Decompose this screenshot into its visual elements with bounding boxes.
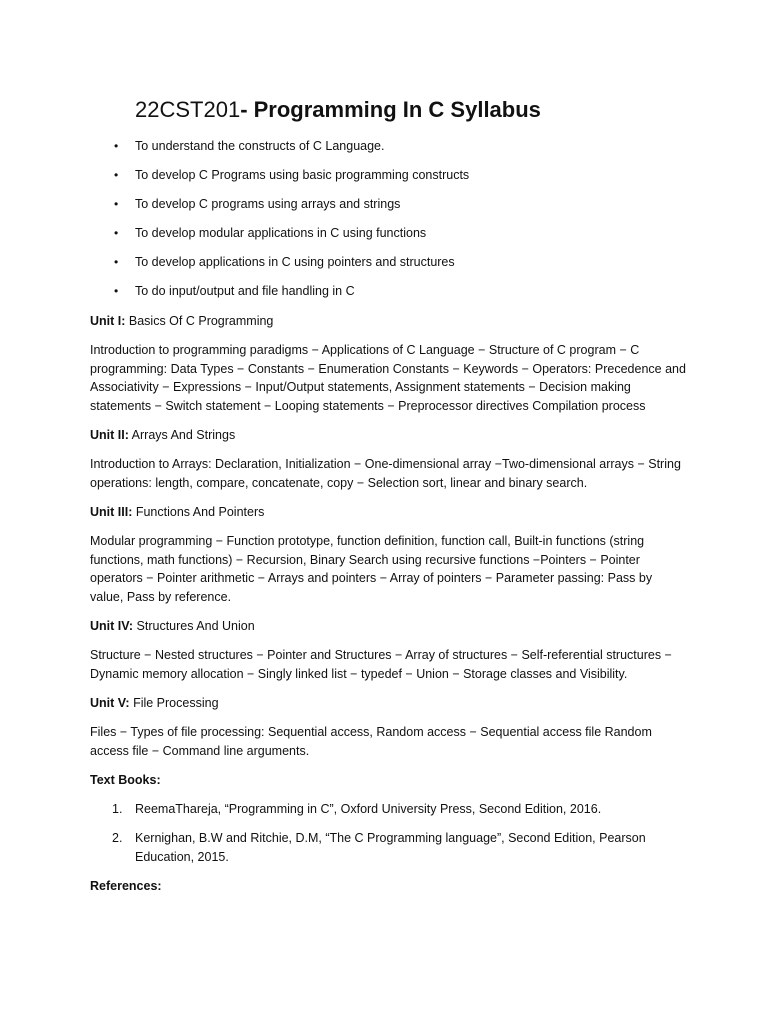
unit-1-heading xyxy=(90,312,686,331)
item-number: 1. xyxy=(112,802,123,816)
unit-4-heading xyxy=(90,617,686,636)
unit-label: Unit I: xyxy=(90,314,126,328)
unit-name: Arrays And Strings xyxy=(128,428,236,442)
objective-text: To develop modular applications in C using functions xyxy=(135,226,427,240)
page-title xyxy=(135,96,541,124)
unit-name: Structures And Union xyxy=(133,619,255,633)
book-text: ReemaThareja, “Programming in C”, Oxford University Press, Second Edition, 2016. xyxy=(135,802,602,816)
bullet-icon: • xyxy=(114,139,119,153)
unit-2-content: Introduction to Arrays: Declaration, Initialization − One-dimensional array −Two-dimensional arrays − String operations: length, compare, concatenate, copy − Selection sort, linear and binary search. xyxy=(90,457,681,490)
unit-name: Basics Of C Programming xyxy=(125,314,274,328)
bullet-icon: • xyxy=(114,284,119,298)
unit-name: File Processing xyxy=(129,696,219,710)
bullet-icon: • xyxy=(114,168,119,182)
unit-4-content: Structure − Nested structures − Pointer and Structures − Array of structures − Self-referential structures − Dynamic memory allocation − Singly linked list − typedef − Union − Storage classes and Visibility. xyxy=(90,648,672,681)
list-item xyxy=(90,252,690,281)
unit-3-heading xyxy=(90,503,686,522)
unit-label: Unit II: xyxy=(90,428,129,442)
list-item xyxy=(90,165,690,194)
unit-label: Unit V: xyxy=(90,696,130,710)
unit-name: Functions And Pointers xyxy=(132,505,265,519)
unit-3-content: Modular programming − Function prototype, function definition, function call, Built-in functions (string functions, math functions) − Recursion, Binary Search using recursive functions −Pointers − Pointer operators − Pointer arithmetic − Arrays and pointers − Array of pointers − Parameter passing: Pass by value, Pass by reference. xyxy=(90,534,653,604)
objective-text: To develop C Programs using basic programming constructs xyxy=(135,168,470,182)
list-item xyxy=(90,281,690,310)
course-name: - Programming In C Syllabus xyxy=(240,97,541,122)
bullet-icon: • xyxy=(114,255,119,269)
book-text: Kernighan, B.W and Ritchie, D.M, “The C Programming language”, Second Edition, Pearson Education, 2015. xyxy=(135,831,646,864)
list-item xyxy=(90,223,690,252)
objective-text: To develop C programs using arrays and strings xyxy=(135,197,401,211)
unit-label: Unit III: xyxy=(90,505,133,519)
list-item xyxy=(90,136,690,165)
bullet-icon: • xyxy=(114,197,119,211)
objective-text: To develop applications in C using pointers and structures xyxy=(135,255,455,269)
item-number: 2. xyxy=(112,831,123,845)
list-item xyxy=(90,194,690,223)
unit-1-content: Introduction to programming paradigms − Applications of C Language − Structure of C program − C programming: Data Types − Constants − Enumeration Constants − Keywords − Operators: Precedence and Associativity − Expressions − Input/Output statements, Assignment statements − Decision making statements − Switch statement − Looping statements − Preprocessor directives Compilation process xyxy=(90,343,686,413)
unit-2-heading xyxy=(90,426,686,445)
references-heading: References: xyxy=(90,879,162,893)
objective-text: To understand the constructs of C Language. xyxy=(135,139,385,153)
unit-label: Unit IV: xyxy=(90,619,134,633)
objectives-list xyxy=(90,136,690,310)
unit-5-heading xyxy=(90,694,686,713)
bullet-icon: • xyxy=(114,226,119,240)
unit-5-content: Files − Types of file processing: Sequential access, Random access − Sequential access file Random access file − Command line arguments. xyxy=(90,725,652,758)
objective-text: To do input/output and file handling in C xyxy=(135,284,355,298)
course-code: 22CST201 xyxy=(135,97,241,122)
text-books-heading: Text Books: xyxy=(90,773,161,787)
